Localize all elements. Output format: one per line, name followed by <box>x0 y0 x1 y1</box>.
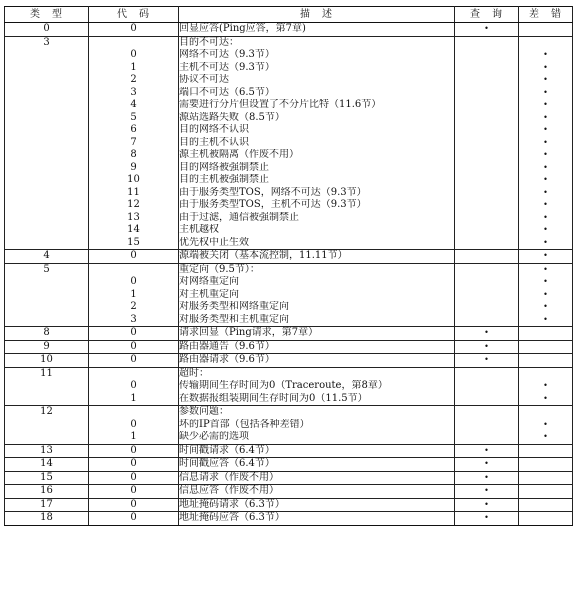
query-cell <box>455 485 519 499</box>
table-row <box>5 419 573 432</box>
error-marker: • <box>543 212 548 222</box>
icmp-message-type-table <box>4 6 573 526</box>
type-cell <box>5 301 89 314</box>
query-cell <box>455 327 519 341</box>
type-cell: 3 <box>5 36 89 49</box>
description-cell: 地址掩码应答（6.3节） <box>179 512 455 526</box>
description-cell: 对网络重定向 <box>179 276 455 289</box>
type-cell <box>5 162 89 175</box>
table-row <box>5 212 573 225</box>
query-marker: • <box>484 355 489 364</box>
type-cell: 15 <box>5 471 89 485</box>
code-cell: 1 <box>89 62 179 75</box>
error-cell <box>519 314 573 327</box>
query-cell <box>455 137 519 150</box>
error-marker: • <box>543 162 548 172</box>
type-cell <box>5 199 89 212</box>
query-cell <box>455 212 519 225</box>
code-cell: 0 <box>89 471 179 485</box>
error-marker: • <box>543 314 548 324</box>
query-cell <box>455 289 519 302</box>
error-cell <box>519 354 573 368</box>
error-cell <box>519 62 573 75</box>
query-cell <box>455 367 519 380</box>
query-cell <box>455 99 519 112</box>
type-cell <box>5 314 89 327</box>
type-cell <box>5 212 89 225</box>
error-cell <box>519 149 573 162</box>
table-row <box>5 340 573 354</box>
code-cell: 6 <box>89 124 179 137</box>
code-cell: 0 <box>89 498 179 512</box>
code-cell: 4 <box>89 99 179 112</box>
query-cell <box>455 199 519 212</box>
code-cell: 1 <box>89 289 179 302</box>
query-cell <box>455 444 519 458</box>
error-cell <box>519 263 573 276</box>
query-cell <box>455 62 519 75</box>
error-cell <box>519 406 573 419</box>
query-cell <box>455 498 519 512</box>
description-cell: 超时： <box>179 367 455 380</box>
error-marker: • <box>543 187 548 197</box>
code-cell: 0 <box>89 380 179 393</box>
table-row <box>5 36 573 49</box>
error-cell <box>519 74 573 87</box>
code-cell: 0 <box>89 49 179 62</box>
table-row <box>5 276 573 289</box>
description-cell: 源端被关闭（基本流控制，11.11节） <box>179 250 455 264</box>
query-cell <box>455 406 519 419</box>
type-cell: 11 <box>5 367 89 380</box>
description-cell: 对服务类型和主机重定向 <box>179 314 455 327</box>
error-marker: • <box>543 125 548 134</box>
type-cell <box>5 124 89 137</box>
error-marker: • <box>543 251 548 260</box>
error-marker: • <box>543 75 548 84</box>
error-cell <box>519 276 573 289</box>
table-row <box>5 237 573 250</box>
code-cell: 0 <box>89 23 179 37</box>
query-cell <box>455 187 519 200</box>
code-cell: 0 <box>89 458 179 472</box>
description-cell: 需要进行分片但设置了不分片比特（11.6节） <box>179 99 455 112</box>
query-cell <box>455 354 519 368</box>
code-cell: 11 <box>89 187 179 200</box>
table-row <box>5 263 573 276</box>
query-cell <box>455 124 519 137</box>
query-cell <box>455 301 519 314</box>
error-cell <box>519 212 573 225</box>
table-row <box>5 224 573 237</box>
table-row <box>5 174 573 187</box>
query-cell <box>455 340 519 354</box>
error-marker: • <box>543 393 548 403</box>
query-cell <box>455 380 519 393</box>
description-cell: 时间戳应答（6.4节） <box>179 458 455 472</box>
header-row <box>5 7 573 23</box>
description-cell: 在数据报组装期间生存时间为0（11.5节） <box>179 393 455 406</box>
error-cell <box>519 485 573 499</box>
error-cell <box>519 187 573 200</box>
error-cell <box>519 512 573 526</box>
type-cell: 8 <box>5 327 89 341</box>
code-cell: 0 <box>89 340 179 354</box>
code-cell: 0 <box>89 354 179 368</box>
error-cell <box>519 419 573 432</box>
query-cell <box>455 250 519 264</box>
table-row <box>5 444 573 458</box>
error-marker: • <box>543 381 548 390</box>
description-cell: 主机不可达（9.3节） <box>179 62 455 75</box>
code-cell <box>89 406 179 419</box>
code-cell: 0 <box>89 419 179 432</box>
error-cell <box>519 250 573 264</box>
table-row <box>5 87 573 100</box>
code-cell: 13 <box>89 212 179 225</box>
description-cell: 主机越权 <box>179 224 455 237</box>
description-cell: 端口不可达（6.5节） <box>179 87 455 100</box>
code-cell: 1 <box>89 393 179 406</box>
type-cell: 18 <box>5 512 89 526</box>
code-cell <box>89 367 179 380</box>
description-cell: 路由器通告（9.6节） <box>179 340 455 354</box>
error-cell <box>519 367 573 380</box>
query-marker: • <box>484 486 489 495</box>
error-marker: • <box>543 87 548 97</box>
error-cell <box>519 124 573 137</box>
error-cell <box>519 36 573 49</box>
table-row <box>5 431 573 444</box>
query-marker: • <box>484 341 489 351</box>
table-row <box>5 62 573 75</box>
table-row <box>5 367 573 380</box>
description-cell: 由于过滤，通信被强制禁止 <box>179 212 455 225</box>
header-error: 差 错 <box>519 7 573 23</box>
description-cell: 时间戳请求（6.4节） <box>179 444 455 458</box>
code-cell: 10 <box>89 174 179 187</box>
error-cell <box>519 112 573 125</box>
type-cell: 10 <box>5 354 89 368</box>
query-cell <box>455 237 519 250</box>
description-cell: 信息请求（作废不用） <box>179 471 455 485</box>
table-row <box>5 380 573 393</box>
description-cell: 由于服务类型TOS，主机不可达（9.3节） <box>179 199 455 212</box>
type-cell: 0 <box>5 23 89 37</box>
table-row <box>5 250 573 264</box>
query-cell <box>455 276 519 289</box>
error-cell <box>519 301 573 314</box>
query-cell <box>455 87 519 100</box>
table-row <box>5 314 573 327</box>
error-marker: • <box>543 289 548 299</box>
error-marker: • <box>543 137 548 147</box>
code-cell: 9 <box>89 162 179 175</box>
error-cell <box>519 380 573 393</box>
description-cell: 路由器请求（9.6节） <box>179 354 455 368</box>
code-cell <box>89 36 179 49</box>
description-cell: 协议不可达 <box>179 74 455 87</box>
query-cell <box>455 112 519 125</box>
table-row <box>5 512 573 526</box>
type-cell <box>5 87 89 100</box>
query-marker: • <box>484 499 489 509</box>
type-cell <box>5 276 89 289</box>
code-cell: 14 <box>89 224 179 237</box>
query-cell <box>455 49 519 62</box>
type-cell <box>5 49 89 62</box>
query-cell <box>455 458 519 472</box>
error-cell <box>519 431 573 444</box>
description-cell: 目的主机被强制禁止 <box>179 174 455 187</box>
table-row <box>5 471 573 485</box>
query-cell <box>455 36 519 49</box>
code-cell <box>89 263 179 276</box>
error-marker: • <box>543 277 548 286</box>
table-row <box>5 149 573 162</box>
error-cell <box>519 49 573 62</box>
description-cell: 目的网络被强制禁止 <box>179 162 455 175</box>
type-cell <box>5 224 89 237</box>
query-cell <box>455 263 519 276</box>
type-cell <box>5 74 89 87</box>
query-cell <box>455 471 519 485</box>
error-cell <box>519 237 573 250</box>
description-cell: 目的网络不认识 <box>179 124 455 137</box>
table-row <box>5 498 573 512</box>
code-cell: 0 <box>89 250 179 264</box>
description-cell: 地址掩码请求（6.3节） <box>179 498 455 512</box>
query-marker: • <box>484 24 489 33</box>
code-cell: 8 <box>89 149 179 162</box>
header-description: 描 述 <box>179 7 455 23</box>
description-cell: 重定向（9.5节）： <box>179 263 455 276</box>
code-cell: 5 <box>89 112 179 125</box>
error-marker: • <box>543 419 548 429</box>
query-cell <box>455 149 519 162</box>
code-cell: 1 <box>89 431 179 444</box>
error-cell <box>519 458 573 472</box>
error-cell <box>519 174 573 187</box>
table-row <box>5 162 573 175</box>
error-marker: • <box>543 264 548 274</box>
table-row <box>5 112 573 125</box>
header-type: 类 型 <box>5 7 89 23</box>
table-row <box>5 289 573 302</box>
description-cell: 源站选路失败（8.5节） <box>179 112 455 125</box>
code-cell: 3 <box>89 87 179 100</box>
error-marker: • <box>543 225 548 234</box>
description-cell: 源主机被隔离（作废不用） <box>179 149 455 162</box>
table-row <box>5 49 573 62</box>
error-marker: • <box>543 100 548 109</box>
error-marker: • <box>543 302 548 311</box>
description-cell: 坏的IP首部（包括各种差错） <box>179 419 455 432</box>
code-cell: 0 <box>89 512 179 526</box>
error-cell <box>519 224 573 237</box>
type-cell <box>5 62 89 75</box>
type-cell <box>5 137 89 150</box>
type-cell <box>5 149 89 162</box>
error-cell <box>519 393 573 406</box>
type-cell: 16 <box>5 485 89 499</box>
description-cell: 目的不可达： <box>179 36 455 49</box>
error-cell <box>519 23 573 37</box>
error-cell <box>519 137 573 150</box>
description-cell: 网络不可达（9.3节） <box>179 49 455 62</box>
type-cell <box>5 237 89 250</box>
description-cell: 优先权中止生效 <box>179 237 455 250</box>
type-cell <box>5 393 89 406</box>
table-row <box>5 99 573 112</box>
query-marker: • <box>484 472 489 482</box>
description-cell: 传输期间生存时间为0（Traceroute，第8章） <box>179 380 455 393</box>
type-cell <box>5 174 89 187</box>
table-row <box>5 393 573 406</box>
type-cell: 4 <box>5 250 89 264</box>
query-cell <box>455 162 519 175</box>
type-cell: 14 <box>5 458 89 472</box>
type-cell <box>5 289 89 302</box>
error-cell <box>519 327 573 341</box>
query-cell <box>455 393 519 406</box>
type-cell: 13 <box>5 444 89 458</box>
type-cell <box>5 187 89 200</box>
code-cell: 2 <box>89 74 179 87</box>
table-row <box>5 406 573 419</box>
code-cell: 3 <box>89 314 179 327</box>
error-cell <box>519 444 573 458</box>
error-cell <box>519 498 573 512</box>
type-cell <box>5 419 89 432</box>
type-cell: 5 <box>5 263 89 276</box>
error-cell <box>519 471 573 485</box>
query-marker: • <box>484 445 489 455</box>
type-cell <box>5 380 89 393</box>
table-row <box>5 23 573 37</box>
description-cell: 参数问题： <box>179 406 455 419</box>
description-cell: 信息应答（作废不用） <box>179 485 455 499</box>
table-row <box>5 458 573 472</box>
table-row <box>5 301 573 314</box>
description-cell: 对服务类型和网络重定向 <box>179 301 455 314</box>
description-cell: 由于服务类型TOS，网络不可达（9.3节） <box>179 187 455 200</box>
table-row <box>5 187 573 200</box>
description-cell: 缺少必需的选项 <box>179 431 455 444</box>
code-cell: 0 <box>89 327 179 341</box>
table-body <box>5 23 573 526</box>
description-cell: 回显应答(Ping应答，第7章) <box>179 23 455 37</box>
type-cell <box>5 431 89 444</box>
code-cell: 7 <box>89 137 179 150</box>
error-cell <box>519 99 573 112</box>
query-marker: • <box>484 459 489 468</box>
code-cell: 0 <box>89 276 179 289</box>
error-cell <box>519 162 573 175</box>
table-row <box>5 327 573 341</box>
description-cell: 请求回显（Ping请求，第7章） <box>179 327 455 341</box>
error-marker: • <box>543 150 548 159</box>
header-code: 代 码 <box>89 7 179 23</box>
query-cell <box>455 74 519 87</box>
error-cell <box>519 289 573 302</box>
code-cell: 2 <box>89 301 179 314</box>
query-cell <box>455 512 519 526</box>
error-marker: • <box>543 62 548 72</box>
error-cell <box>519 87 573 100</box>
type-cell: 12 <box>5 406 89 419</box>
table-row <box>5 485 573 499</box>
description-cell: 对主机重定向 <box>179 289 455 302</box>
table-row <box>5 124 573 137</box>
error-marker: • <box>543 112 548 122</box>
error-marker: • <box>543 237 548 247</box>
query-cell <box>455 23 519 37</box>
table-row <box>5 199 573 212</box>
code-cell: 0 <box>89 444 179 458</box>
type-cell: 9 <box>5 340 89 354</box>
error-cell <box>519 340 573 354</box>
error-marker: • <box>543 50 548 59</box>
error-cell <box>519 199 573 212</box>
error-marker: • <box>543 200 548 209</box>
query-marker: • <box>484 513 489 522</box>
type-cell <box>5 112 89 125</box>
table-row <box>5 137 573 150</box>
error-marker: • <box>543 432 548 441</box>
type-cell: 17 <box>5 498 89 512</box>
code-cell: 12 <box>89 199 179 212</box>
error-marker: • <box>543 175 548 184</box>
query-cell <box>455 224 519 237</box>
query-marker: • <box>484 328 489 337</box>
type-cell <box>5 99 89 112</box>
code-cell: 0 <box>89 485 179 499</box>
query-cell <box>455 174 519 187</box>
table-row <box>5 354 573 368</box>
query-cell <box>455 431 519 444</box>
description-cell: 目的主机不认识 <box>179 137 455 150</box>
table-row <box>5 74 573 87</box>
header-query: 查 询 <box>455 7 519 23</box>
code-cell: 15 <box>89 237 179 250</box>
query-cell <box>455 314 519 327</box>
query-cell <box>455 419 519 432</box>
